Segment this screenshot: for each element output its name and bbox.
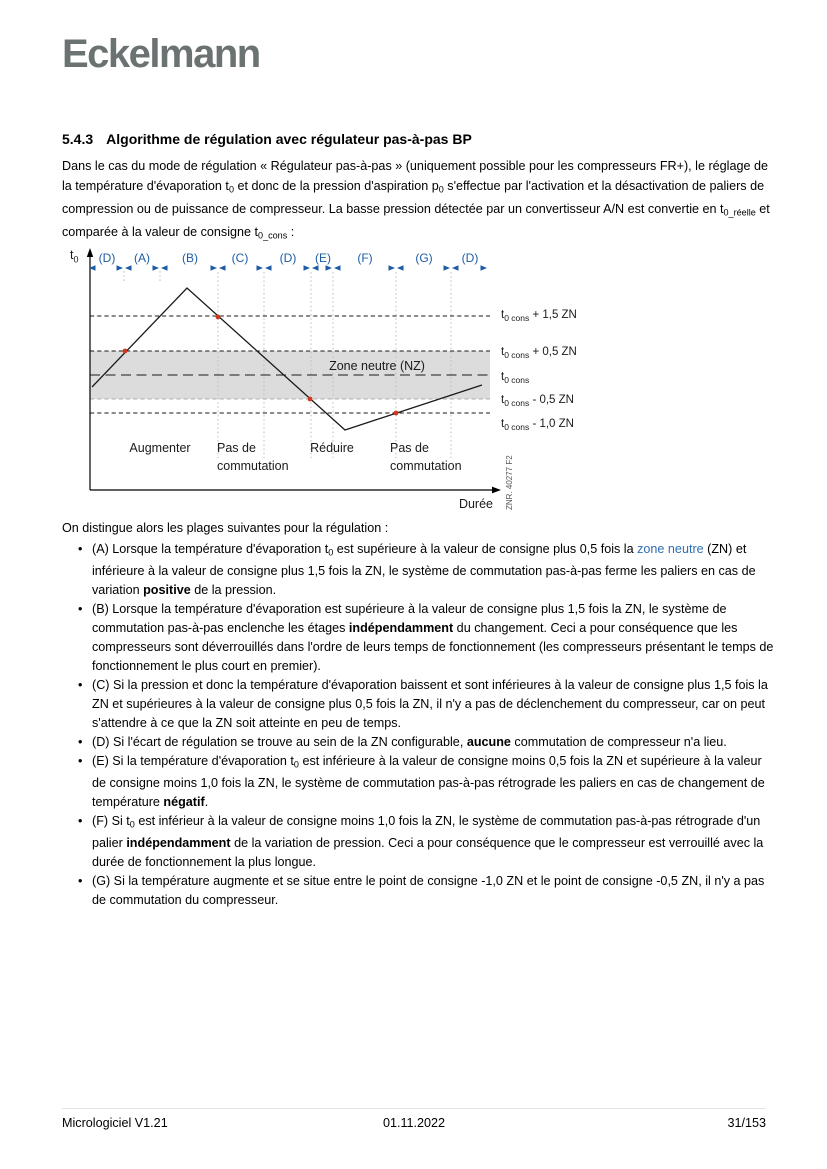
threshold-label: $t_{0 cons} - 0,5$ ZN <box>501 394 574 408</box>
range-arrow-left-icon <box>125 265 132 271</box>
range-arrow-left-icon <box>312 265 319 271</box>
range-arrow-right-icon <box>444 265 451 271</box>
list-intro-text: On distingue alors les plages suivantes pour la régulation : <box>62 521 389 535</box>
section-number: 5.4.3 <box>62 131 94 147</box>
list-item-b: • (B) Lorsque la température d'évaporation est supérieure à la valeur de consigne plus 1,5 fois la ZN, le système de commutation pas-à-pas enclenche les étages indépendamment du changement. Ceci a pour conséquence que les compresseurs sont déverrouillés dans l'ordre de leurs temps de fonctionnement (les compresseurs présentant le temps de fonctionnement le plus court en premier). <box>62 600 774 676</box>
zone-neutre-link[interactable]: zone neutre <box>637 542 704 556</box>
zone-label: (E) <box>315 251 331 265</box>
zone-label: (D) <box>279 251 297 265</box>
list-item-f: • (F) Si $t_0$ est inférieur à la valeur de consigne moins 1,0 fois la ZN, le système de commutation pas-à-pas rétrograde d'un palier indépendamment de la variation de pression. Ceci a pour conséquence que le compresseur est verrouillé avec la durée de fonctionnement la plus longue. <box>62 812 774 872</box>
switch-point-dot <box>216 315 221 320</box>
footer-date: 01.11.2022 <box>382 1116 446 1130</box>
range-arrow-right-icon <box>257 265 264 271</box>
region-label: Réduire <box>310 441 354 455</box>
threshold-label: $t_{0 cons}$ <box>501 371 530 385</box>
range-arrow-right-icon <box>153 265 160 271</box>
list-item-a: • (A) Lorsque la température d'évaporation $t_0$ est supérieure à la valeur de consigne plus 0,5 fois la zone neutre (ZN) et inférieure à la valeur de consigne plus 1,5 fois la ZN, le système de commutation pas-à-pas ferme les paliers en cas de variation positive de la pression. <box>62 540 774 600</box>
switch-point-dot <box>394 411 399 416</box>
neutral-zone-label: Zone neutre (NZ) <box>329 359 425 373</box>
zones-list <box>62 540 774 910</box>
region-label: Augmenter <box>129 441 191 455</box>
intro-paragraph: Dans le cas du mode de régulation « Régulateur pas-à-pas » (uniquement possible pour les compresseurs FR+), le réglage de la température d'évaporation $t_0$ et donc de la pression d'aspiration $p_0$ s'effectue par l'activation et la désactivation de paliers de compression ou de puissance de compresseur. La basse pression détectée par un convertisseur A/N est convertie en $t_{0\_réelle}$ et comparée à la valeur de consigne $t_{0\_cons}$ : <box>62 159 770 241</box>
range-arrow-left-icon <box>219 265 226 271</box>
threshold-label: $t_{0 cons} - 1,0$ ZN <box>501 418 574 432</box>
footer-version: Micrologiciel V1.21 <box>62 1116 168 1130</box>
range-arrow-right-icon <box>117 265 124 271</box>
zone-label: (F) <box>357 251 373 265</box>
zone-label: (C) <box>231 251 249 265</box>
switch-point-dot <box>123 349 128 354</box>
range-arrow-left-icon <box>265 265 272 271</box>
list-item-c: • (C) Si la pression et donc la température d'évaporation baissent et sont inférieures à la valeur de consigne plus 1,5 fois la ZN et supérieures à la valeur de consigne plus 0,5 fois la ZN, il n'y a pas de déclenchement du compresseur, car on peut s'attendre à ce que la ZN soit atteinte en peu de temps. <box>62 676 774 733</box>
zone-label: (B) <box>182 251 198 265</box>
y-axis-arrow <box>87 248 93 257</box>
zone-label: (G) <box>415 251 433 265</box>
x-axis-label: Durée <box>458 497 493 511</box>
region-label: commutation <box>217 459 289 473</box>
zone-label: (D) <box>461 251 479 265</box>
region-label: commutation <box>390 459 462 473</box>
range-arrow-left-icon <box>397 265 404 271</box>
range-arrow-right-icon <box>326 265 333 271</box>
regulation-diagram <box>60 246 620 523</box>
zone-label: (A) <box>134 251 150 265</box>
footer-divider <box>62 1108 766 1109</box>
threshold-label: $t_{0 cons} + 1,5$ ZN <box>501 309 577 323</box>
regulation-chart-svg <box>60 246 620 518</box>
region-label: Pas de <box>390 441 429 455</box>
list-item-g: • (G) Si la température augmente et se situe entre le point de consigne -1,0 ZN et le point de consigne -0,5 ZN, il n'y a pas de commutation du compresseur. <box>62 872 774 910</box>
range-arrow-right-icon <box>481 265 488 271</box>
range-arrow-right-icon <box>304 265 311 271</box>
section-heading <box>62 131 472 147</box>
section-title: Algorithme de régulation avec régulateur pas-à-pas BP <box>106 131 472 147</box>
neutral-zone-band <box>90 351 490 399</box>
range-arrow-left-icon <box>334 265 341 271</box>
range-arrow-right-icon <box>211 265 218 271</box>
zone-label: (D) <box>98 251 116 265</box>
switch-point-dot <box>308 397 313 402</box>
list-item-d: • (D) Si l'écart de régulation se trouve au sein de la ZN configurable, aucune commutation de compresseur n'a lieu. <box>62 733 774 752</box>
range-arrow-right-icon <box>389 265 396 271</box>
figure-id: ZNR. 40277 F2 <box>505 455 514 510</box>
threshold-label: $t_{0 cons} + 0,5$ ZN <box>501 346 577 360</box>
region-label: Pas de <box>217 441 256 455</box>
page-footer <box>62 1116 766 1130</box>
x-axis-arrow <box>492 487 501 494</box>
footer-page-number: 31/153 <box>727 1116 766 1130</box>
company-logo: Eckelmann <box>62 32 260 76</box>
range-arrow-left-icon <box>452 265 459 271</box>
y-axis-label: $t_0$ <box>70 248 79 265</box>
range-arrow-left-icon <box>161 265 168 271</box>
list-item-e: • (E) Si la température d'évaporation $t_0$ est inférieure à la valeur de consigne moins 0,5 fois la ZN et supérieure à la valeur de consigne moins 1,0 fois la ZN, le système de commutation pas-à-pas rétrograde les paliers en cas de changement de température négatif. <box>62 752 774 812</box>
